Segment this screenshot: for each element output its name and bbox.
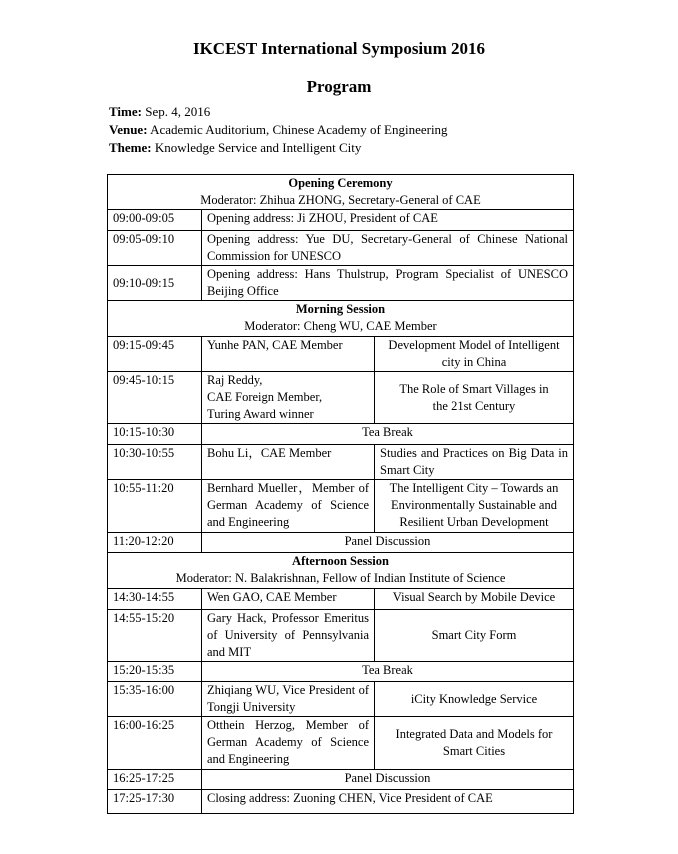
- meta-venue-value: Academic Auditorium, Chinese Academy of Engineering: [150, 122, 448, 137]
- table-row: [108, 790, 574, 814]
- topic-cell: The Intelligent City – Towards an Environmentally Sustainable and Resilient Urban Development: [375, 480, 574, 533]
- time-cell: 09:00-09:05: [108, 210, 202, 231]
- item-cell: Closing address: Zuoning CHEN, Vice President of CAE: [202, 790, 574, 814]
- panel-cell: Panel Discussion: [202, 533, 574, 553]
- speaker-line: CAE Foreign Member,: [207, 390, 323, 404]
- document-subtitle: Program: [306, 77, 372, 96]
- meta-venue-label: Venue:: [109, 122, 148, 137]
- item-cell: Opening address: Ji ZHOU, President of CAE: [202, 210, 574, 231]
- session-header-opening: [108, 175, 574, 210]
- topic-cell: Development Model of Intelligent city in China: [375, 337, 574, 372]
- meta-time-label: Time:: [109, 104, 142, 119]
- table-row: [108, 231, 574, 266]
- topic-cell: Smart City Form: [375, 610, 574, 662]
- time-cell: 16:25-17:25: [108, 770, 202, 790]
- session-header-morning: [108, 301, 574, 337]
- session-moderator: Moderator: Zhihua ZHONG, Secretary-General of CAE: [200, 193, 481, 207]
- topic-cell: iCity Knowledge Service: [375, 682, 574, 717]
- speaker-cell: Yunhe PAN, CAE Member: [202, 337, 375, 372]
- session-moderator: Moderator: N. Balakrishnan, Fellow of Indian Institute of Science: [175, 571, 506, 585]
- time-cell: 16:00-16:25: [108, 717, 202, 770]
- time-cell: 14:30-14:55: [108, 589, 202, 610]
- speaker-cell: Wen GAO, CAE Member: [202, 589, 375, 610]
- table-row: [108, 424, 574, 445]
- meta-theme-label: Theme:: [109, 140, 152, 155]
- table-row: [108, 662, 574, 682]
- item-cell: Opening address: Hans Thulstrup, Program Specialist of UNESCO Beijing Office: [202, 266, 574, 301]
- meta-venue: [109, 121, 448, 139]
- meta-theme-value: Knowledge Service and Intelligent City: [154, 140, 362, 155]
- time-cell: 09:15-09:45: [108, 337, 202, 372]
- table-row: [108, 770, 574, 790]
- table-row: [108, 372, 574, 424]
- session-name: Opening Ceremony: [288, 176, 393, 190]
- session-header-afternoon: [108, 553, 574, 589]
- time-cell: 15:20-15:35: [108, 662, 202, 682]
- table-row: [108, 480, 574, 533]
- topic-cell: Visual Search by Mobile Device: [375, 589, 574, 610]
- table-row: [108, 682, 574, 717]
- table-row: [108, 337, 574, 372]
- table-row: [108, 717, 574, 770]
- speaker-cell: [202, 372, 375, 424]
- table-row: [108, 589, 574, 610]
- topic-cell: Studies and Practices on Big Data in Smart City: [375, 445, 574, 480]
- meta-theme: [109, 139, 448, 157]
- session-name: Morning Session: [295, 302, 386, 316]
- time-cell: 17:25-17:30: [108, 790, 202, 814]
- table-row: [108, 533, 574, 553]
- topic-cell: The Role of Smart Villages in the 21st Century: [375, 372, 574, 424]
- break-cell: Tea Break: [202, 662, 574, 682]
- item-cell: Opening address: Yue DU, Secretary-General of Chinese National Commission for UNESCO: [202, 231, 574, 266]
- event-meta: [109, 103, 448, 157]
- speaker-line: Raj Reddy,: [207, 373, 263, 387]
- topic-cell: Integrated Data and Models for Smart Cities: [375, 717, 574, 770]
- time-cell: 10:15-10:30: [108, 424, 202, 445]
- break-cell: Tea Break: [202, 424, 574, 445]
- speaker-cell: Gary Hack, Professor Emeritus of University of Pennsylvania and MIT: [202, 610, 375, 662]
- speaker-cell: Bernhard Mueller，Member of German Academy of Science and Engineering: [202, 480, 375, 533]
- meta-time: [109, 103, 448, 121]
- table-row: [108, 445, 574, 480]
- time-cell: 15:35-16:00: [108, 682, 202, 717]
- table-row: [108, 610, 574, 662]
- speaker-cell: Zhiqiang WU, Vice President of Tongji University: [202, 682, 375, 717]
- time-cell: 09:45-10:15: [108, 372, 202, 424]
- speaker-line: Turing Award winner: [207, 407, 314, 421]
- table-row: [108, 210, 574, 231]
- time-cell: 10:30-10:55: [108, 445, 202, 480]
- time-cell: 14:55-15:20: [108, 610, 202, 662]
- time-cell: 09:10-09:15: [108, 266, 202, 301]
- time-cell: 09:05-09:10: [108, 231, 202, 266]
- program-table: [107, 174, 574, 814]
- speaker-cell: Otthein Herzog, Member of German Academy of Science and Engineering: [202, 717, 375, 770]
- speaker-cell: Bohu Li，CAE Member: [202, 445, 375, 480]
- panel-cell: Panel Discussion: [202, 770, 574, 790]
- time-cell: 11:20-12:20: [108, 533, 202, 553]
- session-moderator: Moderator: Cheng WU, CAE Member: [244, 319, 437, 333]
- time-cell: 10:55-11:20: [108, 480, 202, 533]
- session-name: Afternoon Session: [292, 554, 389, 568]
- meta-time-value: Sep. 4, 2016: [145, 104, 211, 119]
- document-title: IKCEST International Symposium 2016: [192, 39, 486, 58]
- table-row: [108, 266, 574, 301]
